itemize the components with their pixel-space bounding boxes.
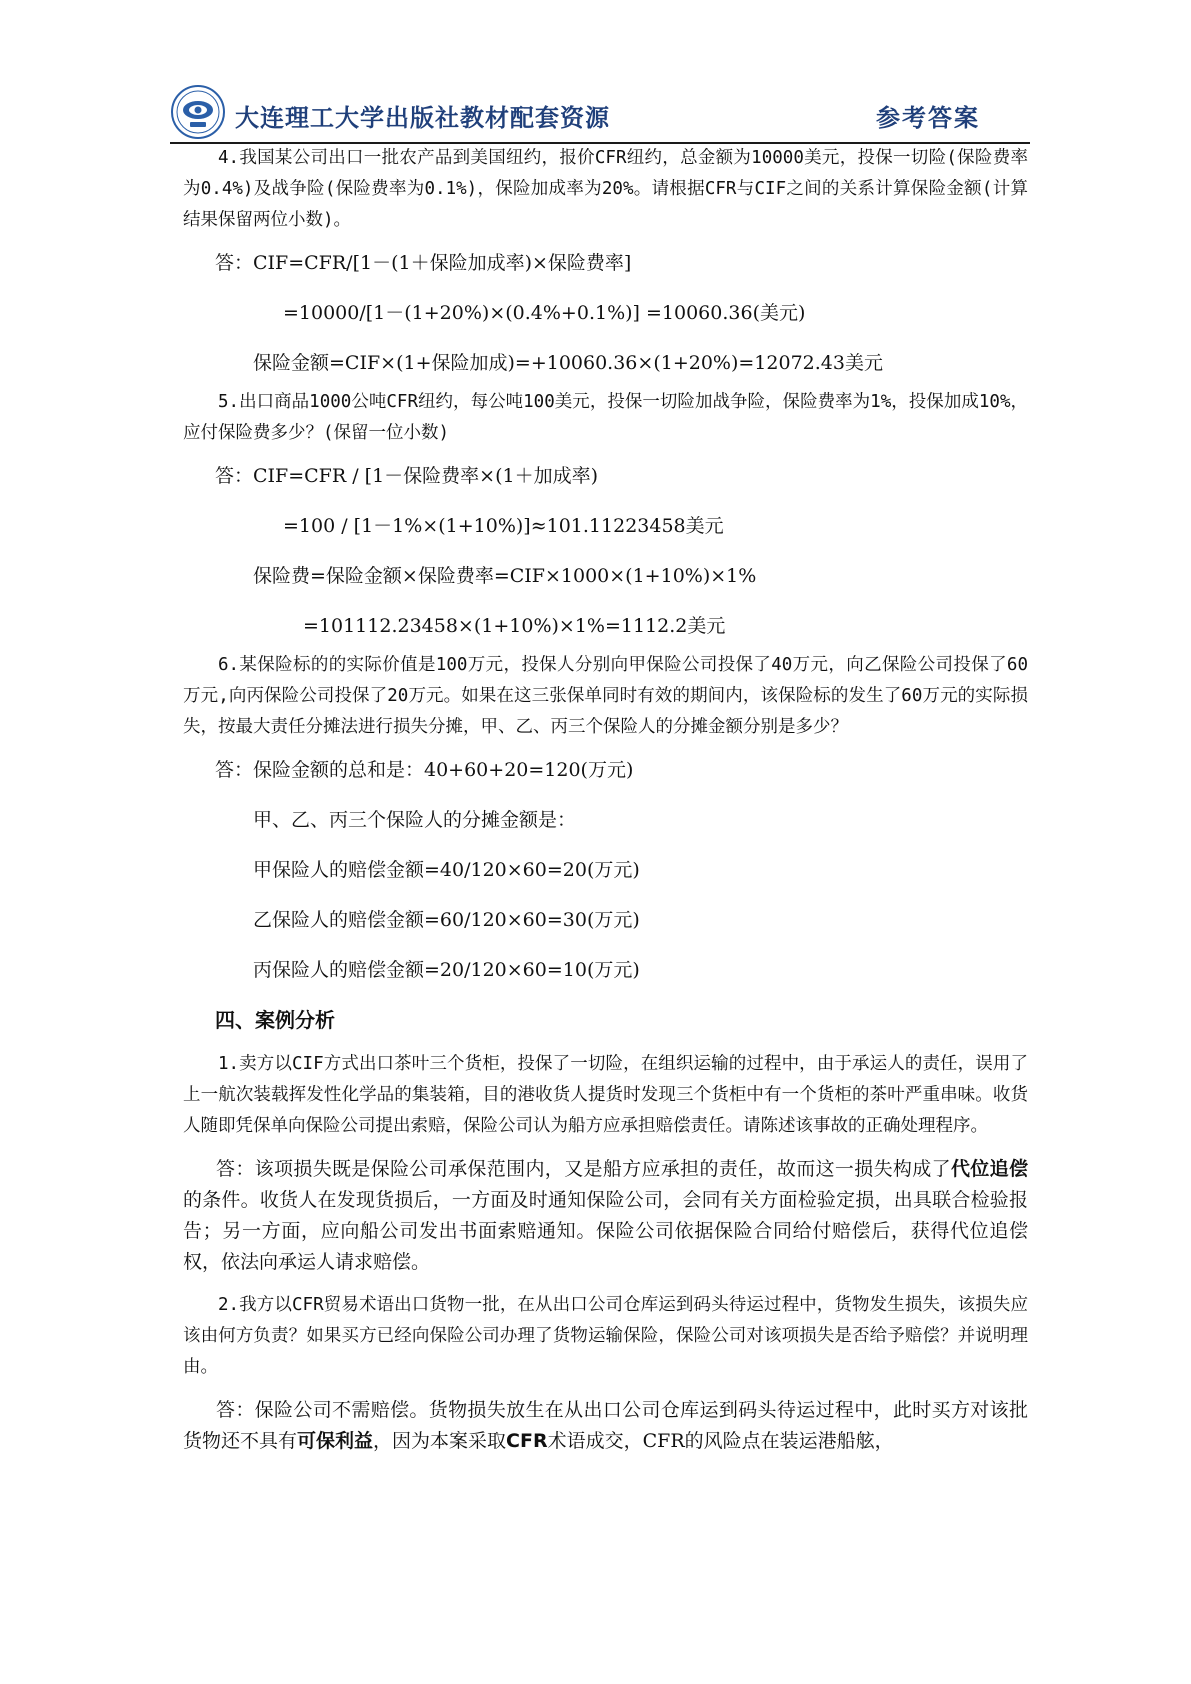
- case-2-answer-text-b: ，因为本案采取: [373, 1430, 507, 1452]
- answer-6-line-1: 答：保险金额的总和是：40+60+20=120(万元): [215, 759, 634, 781]
- case-2-answer: [183, 1395, 1028, 1457]
- section-title: 四、案例分析: [215, 1008, 335, 1032]
- answer-4-line-1: 答：CIF=CFR/[1－(1＋保险加成率)×保险费率]: [215, 252, 632, 274]
- page-header: [170, 80, 1030, 144]
- answer-6-line-2: 甲、乙、丙三个保险人的分摊金额是：: [253, 809, 577, 831]
- answer-5-line-2: =100 / [1－1%×(1+10%)]≈101.11223458美元: [283, 515, 724, 537]
- answer-4-line-2: =10000/[1－(1+20%)×(0.4%+0.1%)] =10060.36(美元): [283, 302, 806, 324]
- question-5: 5.出口商品1000公吨CFR纽约，每公吨100美元，投保一切险加战争险，保险费率为1%，投保加成10%，应付保险费多少？(保留一位小数): [183, 392, 1028, 443]
- case-1-question: 1.卖方以CIF方式出口茶叶三个货柜，投保了一切险，在组织运输的过程中，由于承运人的责任，误用了上一航次装载挥发性化学品的集装箱，目的港收货人提货时发现三个货柜中有一个货柜的茶叶严重串味。收货人随即凭保单向保险公司提出索赔，保险公司认为船方应承担赔偿责任。请陈述该事故的正确处理程序。: [183, 1054, 1028, 1136]
- case-1-answer-text-a: 答：该项损失既是保险公司承保范围内，又是船方应承担的责任，故而这一损失构成了: [216, 1158, 951, 1180]
- case-1-answer: [183, 1154, 1028, 1278]
- document-body: [183, 143, 1028, 1457]
- publisher-title: 大连理工大学出版社教材配套资源: [235, 104, 610, 132]
- answer-6-line-4: 乙保险人的赔偿金额=60/120×60=30(万元): [253, 909, 640, 931]
- answer-6-line-3: 甲保险人的赔偿金额=40/120×60=20(万元): [253, 859, 640, 881]
- case-2-answer-text-a: 答：保险公司不需赔偿。货物损失放生在从出口公司仓库运到码头待运过程中，此时买方对该批货物还不具有: [183, 1399, 1028, 1452]
- reference-answers-tag: 参考答案: [876, 104, 980, 132]
- case-2-answer-keyword-1: 可保利益: [297, 1430, 374, 1452]
- case-2-answer-keyword-2: CFR: [506, 1430, 548, 1452]
- answer-5-line-4: =101112.23458×(1+10%)×1%=1112.2美元: [303, 615, 726, 637]
- case-2-question: 2.我方以CFR贸易术语出口货物一批，在从出口公司仓库运到码头待运过程中，货物发生损失，该损失应该由何方负责？如果买方已经向保险公司办理了货物运输保险，保险公司对该项损失是否给予赔偿？并说明理由。: [183, 1295, 1028, 1377]
- question-4: 4.我国某公司出口一批农产品到美国纽约，报价CFR纽约，总金额为10000美元，投保一切险(保险费率为0.4%)及战争险(保险费率为0.1%)，保险加成率为20%。请根据CFR与CIF之间的关系计算保险金额(计算结果保留两位小数)。: [183, 148, 1028, 230]
- answer-6-line-5: 丙保险人的赔偿金额=20/120×60=10(万元): [253, 959, 640, 981]
- answer-4-line-3: 保险金额=CIF×(1+保险加成)=+10060.36×(1+20%)=12072.43美元: [253, 352, 883, 374]
- answer-5-line-3: 保险费=保险金额×保险费率=CIF×1000×(1+10%)×1%: [253, 565, 757, 587]
- answer-5-line-1: 答：CIF=CFR / [1－保险费率×(1＋加成率): [215, 465, 598, 487]
- question-6: 6.某保险标的的实际价值是100万元，投保人分别向甲保险公司投保了40万元，向乙保险公司投保了60万元,向丙保险公司投保了20万元。如果在这三张保单同时有效的期间内，该保险标的发生了60万元的实际损失，按最大责任分摊法进行损失分摊，甲、乙、丙三个保险人的分摊金额分别是多少？: [183, 655, 1028, 737]
- case-2-answer-text-c: 术语成交，CFR的风险点在装运港船舷，: [547, 1430, 894, 1452]
- case-1-answer-text-b: 的条件。收货人在发现货损后，一方面及时通知保险公司，会同有关方面检验定损，出具联合检验报告；另一方面，应向船公司发出书面索赔通知。保险公司依据保险合同给付赔偿后，获得代位追偿权，依法向承运人请求赔偿。: [183, 1189, 1028, 1273]
- university-seal-logo: [170, 84, 226, 140]
- case-1-answer-keyword: 代位追偿: [950, 1158, 1028, 1180]
